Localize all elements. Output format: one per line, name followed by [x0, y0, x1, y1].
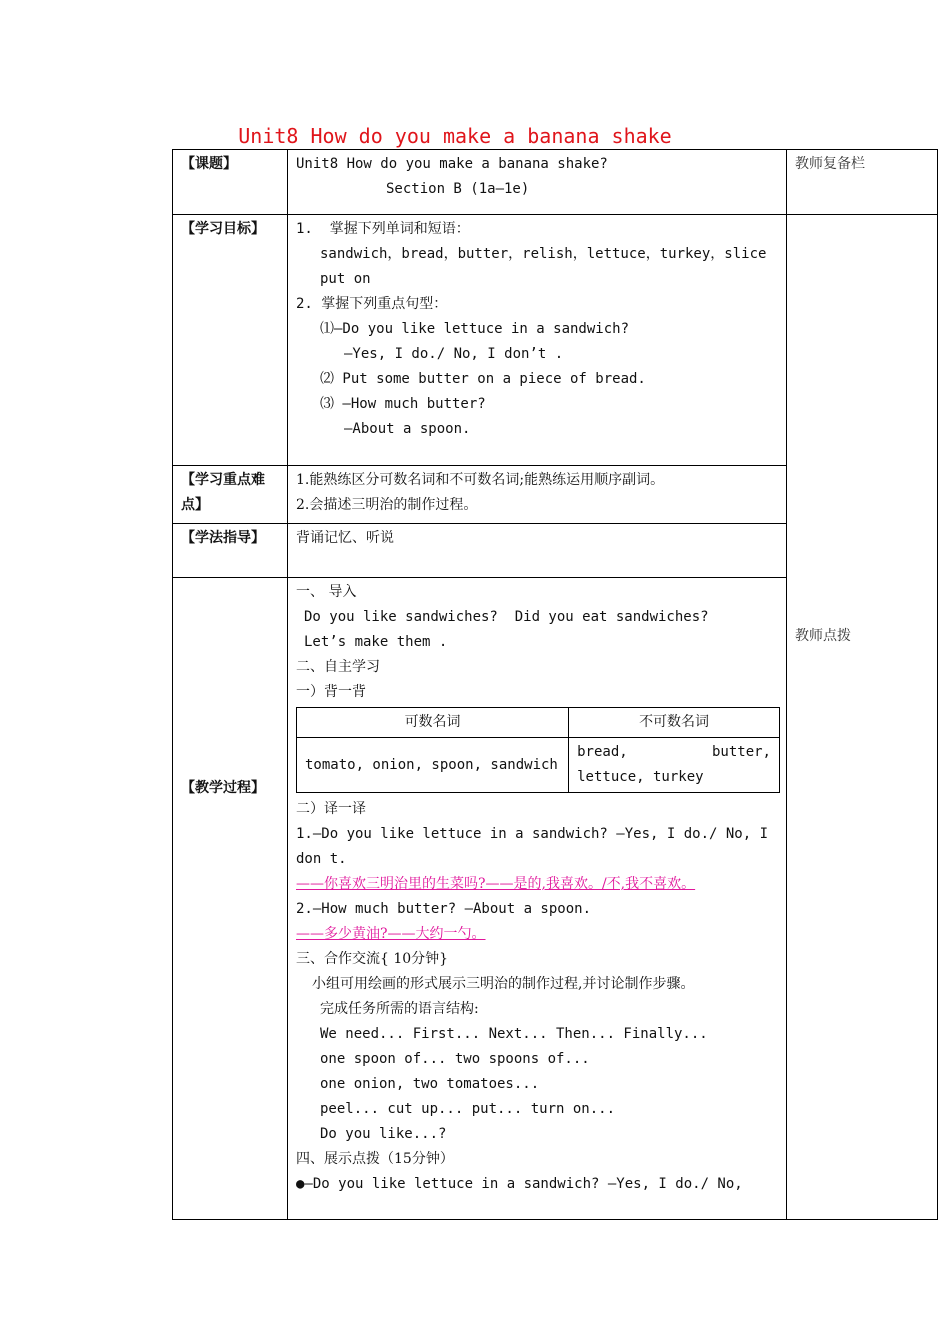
- goals-sentence-1-answer: —Yes, I do./ No, I don’t .: [344, 346, 564, 362]
- intro-question: Do you like sandwiches? Did you eat sandwiches?: [304, 609, 709, 625]
- translate-sentence-2-chinese: ——多少黄油?——大约一勺。: [296, 926, 486, 942]
- structure-sequence: We need... First... Next... Then... Finally...: [320, 1026, 708, 1042]
- section-presentation-heading: 四、展示点拨（15分钟）: [296, 1151, 454, 1167]
- structure-quantities: one onion, two tomatoes...: [320, 1076, 540, 1092]
- teacher-tips-column: [787, 215, 938, 1220]
- cooperation-task: 小组可用绘画的形式展示三明治的制作过程,并讨论制作步骤。: [312, 976, 695, 992]
- goals-phrase: put on: [320, 271, 371, 287]
- countable-header: 可数名词: [297, 708, 569, 738]
- document-title: Unit8 How do you make a banana shake: [238, 124, 672, 148]
- structure-spoons: one spoon of... two spoons of...: [320, 1051, 590, 1067]
- keypoints-content: [288, 466, 787, 524]
- cooperation-structures-heading: 完成任务所需的语言结构:: [320, 1001, 479, 1017]
- topic-line-1: Unit8 How do you make a banana shake?: [296, 156, 608, 172]
- translate-sentence-1: 1.—Do you like lettuce in a sandwich? —Yes, I do./ No, I don t.: [296, 826, 769, 867]
- goals-sentence-2: ⑵ Put some butter on a piece of bread.: [320, 371, 646, 387]
- countable-cell: tomato, onion, spoon, sandwich: [297, 738, 569, 793]
- goals-row: [173, 215, 938, 466]
- recite-heading: 一）背一背: [296, 684, 366, 700]
- translate-sentence-1-chinese: ——你喜欢三明治里的生菜吗?——是的,我喜欢。/不,我不喜欢。: [296, 876, 696, 892]
- keypoints-line-2: 2.会描述三明治的制作过程。: [296, 497, 478, 513]
- goals-sentence-3: ⑶ —How much butter?: [320, 396, 486, 412]
- goals-vocab: sandwich，bread，butter，relish，lettuce，turkey，slice: [320, 246, 767, 262]
- section-intro-heading: 一、 导入: [296, 584, 357, 600]
- keypoints-label: 【学习重点难点】: [173, 466, 288, 524]
- topic-content: [288, 150, 787, 215]
- section-self-study-heading: 二、自主学习: [296, 659, 380, 675]
- goals-content: [288, 215, 787, 466]
- teacher-review-column: 教师复备栏: [787, 150, 938, 215]
- uncountable-header: 不可数名词: [569, 708, 780, 738]
- topic-line-2: Section B (1a—1e): [386, 181, 530, 197]
- goals-line-2: 2. 掌握下列重点句型：: [296, 296, 448, 312]
- process-label: 【教学过程】: [173, 578, 288, 1220]
- keypoints-line-1: 1.能熟练区分可数名词和不可数名词;能熟练运用顺序副词。: [296, 472, 665, 488]
- noun-table: [296, 707, 780, 793]
- topic-row: [173, 150, 938, 215]
- goals-sentence-3-answer: —About a spoon.: [344, 421, 471, 437]
- uncountable-cell: bread, butter, lettuce, turkey: [569, 738, 780, 793]
- presentation-sentence: ●—Do you like lettuce in a sandwich? —Yes, I do./ No,: [296, 1176, 743, 1192]
- method-label: 【学法指导】: [173, 524, 288, 578]
- structure-question: Do you like...?: [320, 1126, 447, 1142]
- structure-verbs: peel... cut up... put... turn on...: [320, 1101, 616, 1117]
- translate-heading: 二）译一译: [296, 801, 366, 817]
- teacher-tips-label: 教师点拨: [795, 627, 851, 644]
- goals-sentence-1: ⑴—Do you like lettuce in a sandwich?: [320, 321, 630, 337]
- method-content: 背诵记忆、听说: [288, 524, 787, 578]
- topic-label: 【课题】: [173, 150, 288, 215]
- lesson-plan-table: [172, 149, 938, 1220]
- translate-sentence-2: 2.—How much butter? —About a spoon.: [296, 901, 592, 917]
- intro-lets-make: Let’s make them .: [304, 634, 448, 650]
- goals-label: 【学习目标】: [173, 215, 288, 466]
- goals-line-1: 1. 掌握下列单词和短语：: [296, 221, 470, 237]
- section-cooperation-heading: 三、合作交流{ 10分钟}: [296, 951, 449, 967]
- process-content: [288, 578, 787, 1220]
